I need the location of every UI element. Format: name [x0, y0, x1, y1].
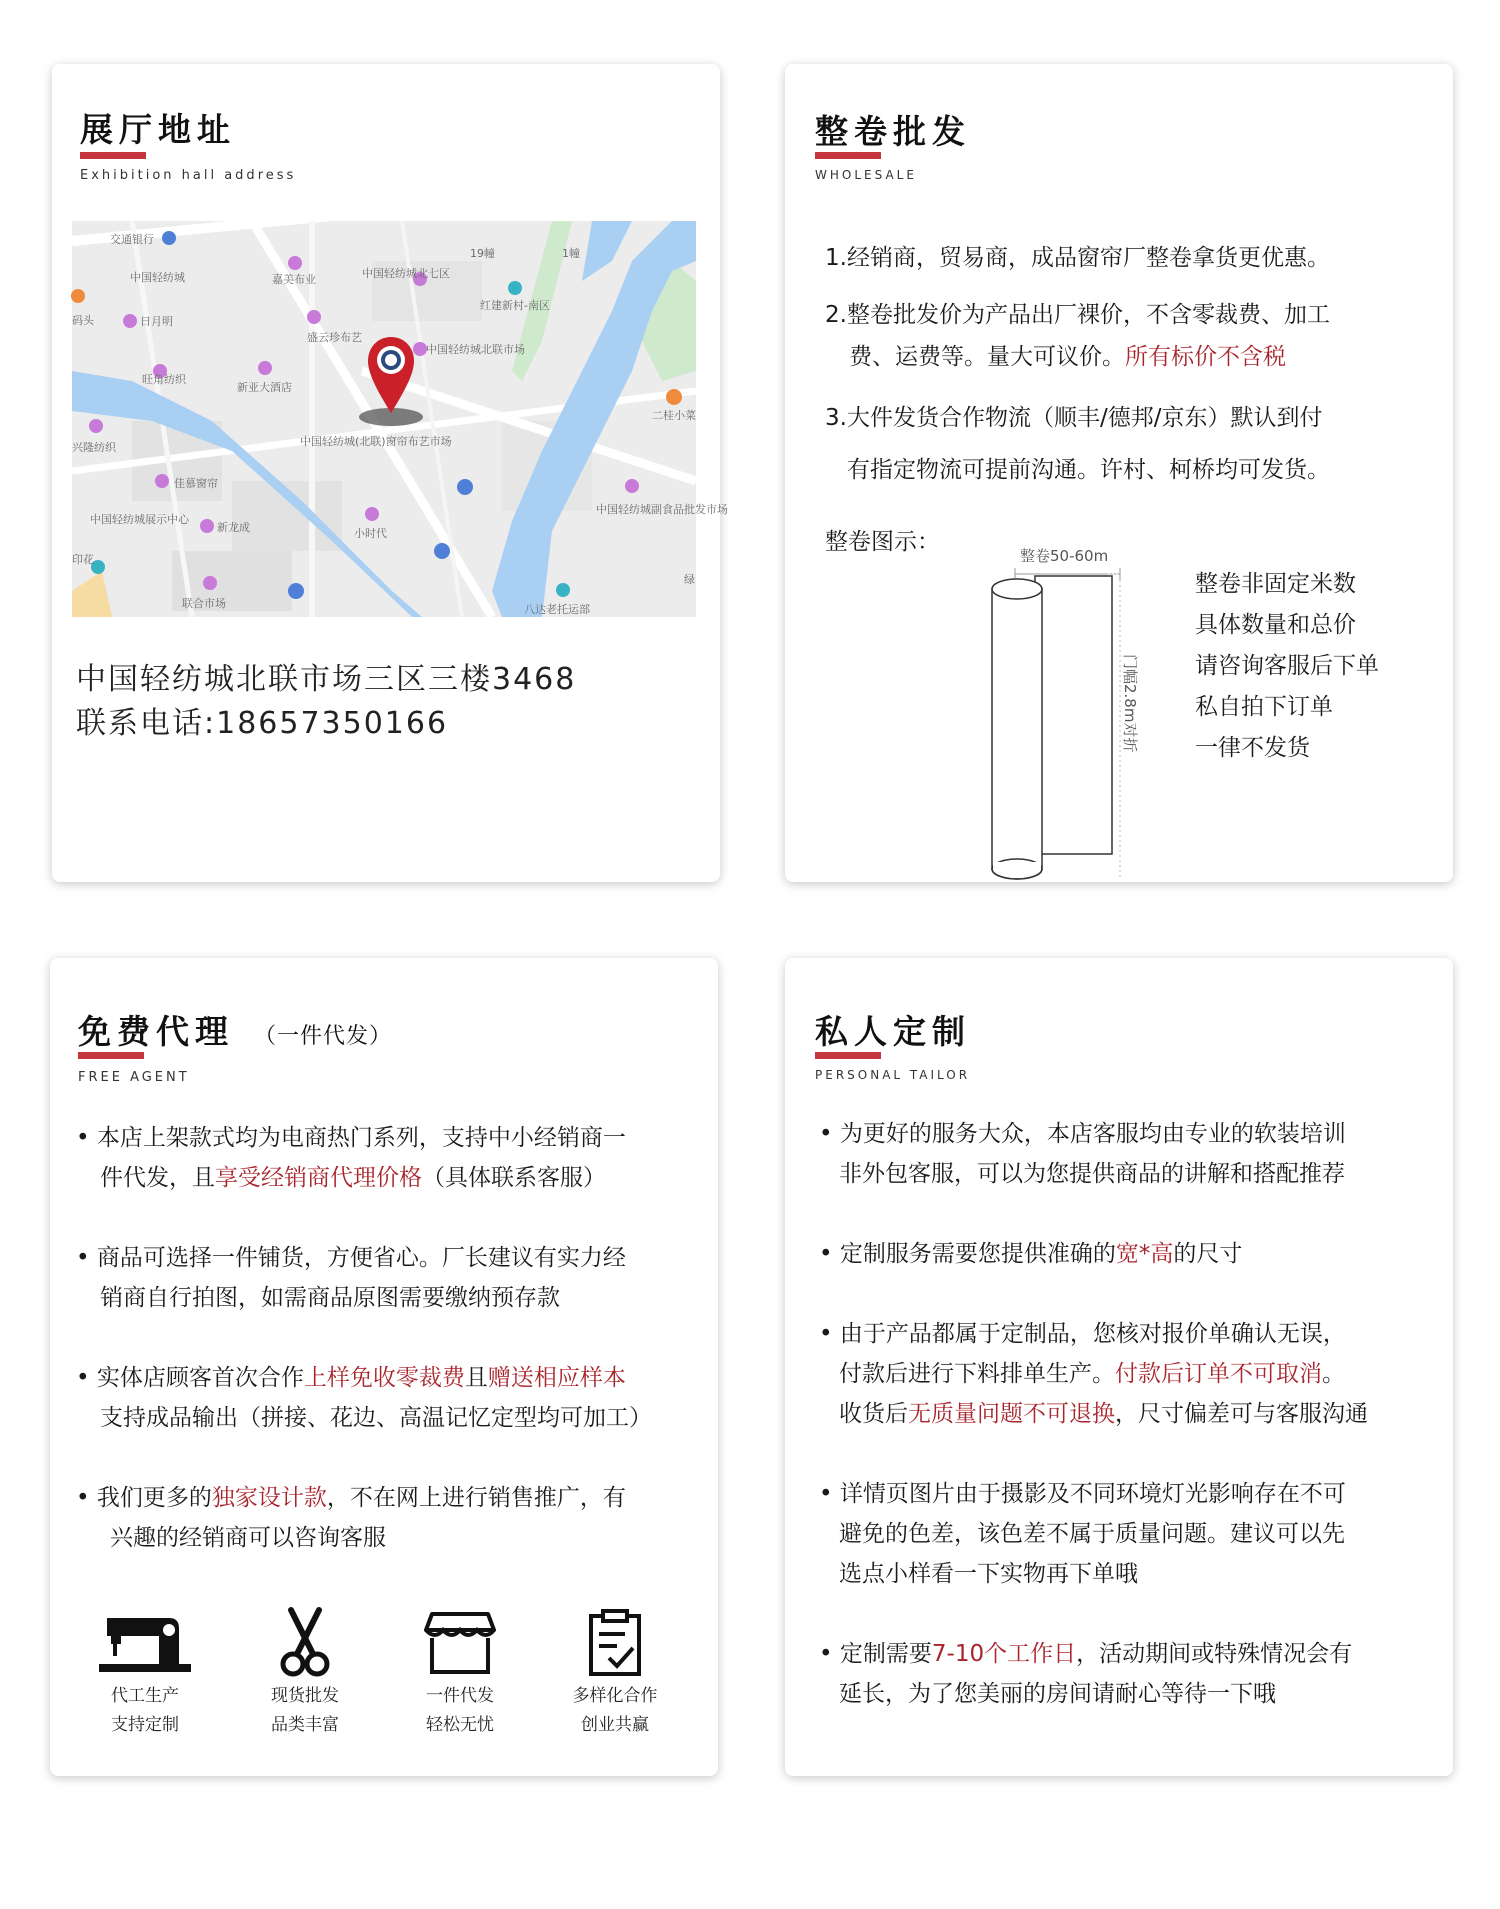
feature-wholesale-label-1: 现货批发	[271, 1686, 339, 1706]
agent-b1-b: （具体联系客服）	[422, 1165, 606, 1191]
map-label-1: 1幢	[562, 247, 580, 260]
feature-cooperation	[540, 1608, 690, 1740]
map-label-beilian7: 中国轻纺城北七区	[362, 267, 450, 280]
map-label-lian: 联合市场	[182, 597, 226, 610]
wholesale-title-bar	[815, 152, 881, 159]
tailor-card	[785, 958, 1453, 1776]
agent-bullet-2-line1: • 商品可选择一件铺货，方便省心。厂长建议有实力经	[76, 1245, 626, 1271]
agent-bullet-3-line2: 支持成品输出（拼接、花边、高温记忆定型均可加工）	[100, 1405, 652, 1431]
wholesale-item-3-line2: 有指定物流可提前沟通。许村、柯桥均可发货。	[847, 457, 1330, 483]
agent-title-bar	[78, 1052, 144, 1059]
tailor-bullet-1-line1: • 为更好的服务大众，本店客服均由专业的软装培训	[819, 1121, 1346, 1147]
map-label-huahua: 印花	[72, 553, 94, 566]
wholesale-item-2-line1: 2.整卷批发价为产品出厂裸价，不含零裁费、加工	[825, 302, 1330, 328]
tailor-b2-a: • 定制服务需要您提供准确的	[819, 1241, 1116, 1267]
tailor-b5-a: • 定制需要	[819, 1641, 932, 1667]
agent-b3-red1: 上样免收零裁费	[303, 1365, 465, 1391]
wholesale-tax-note: 所有标价不含税	[1125, 344, 1286, 370]
clipboard-check-icon	[565, 1608, 665, 1678]
tailor-bullet-5	[819, 1634, 1352, 1714]
map-label-xinlong: 新龙成	[217, 521, 250, 534]
agent-bullet-1	[76, 1118, 626, 1198]
tailor-bullet-3-line1: • 由于产品都属于定制品，您核对报价单确认无误，	[819, 1321, 1346, 1347]
wholesale-item-1-text: 1.经销商，贸易商，成品窗帘厂整卷拿货更优惠。	[825, 245, 1330, 271]
feature-wholesale	[230, 1608, 380, 1740]
tailor-title: 私人定制	[815, 1012, 971, 1051]
agent-b4-red: 独家设计款	[211, 1485, 327, 1511]
agent-bullet-1-line1: • 本店上架款式均为电商热门系列，支持中小经销商一	[76, 1125, 626, 1151]
tailor-bullet-3	[819, 1314, 1368, 1434]
wholesale-item-3	[825, 392, 1330, 496]
tailor-b2-b: 的尺寸	[1173, 1241, 1243, 1267]
map-label-jiamei: 嘉美布业	[272, 273, 316, 286]
tailor-bullet-5-line1	[819, 1634, 1352, 1674]
tailor-bullet-1-line2: 非外包客服，可以为您提供商品的讲解和搭配推荐	[839, 1161, 1345, 1187]
feature-dropship-label-1: 一件代发	[426, 1686, 494, 1706]
tailor-subtitle: PERSONAL TAILOR	[815, 1068, 971, 1082]
wholesale-title: 整卷批发	[815, 112, 971, 151]
map-label-riyueming: 日月明	[140, 315, 173, 328]
map-label-19: 19幢	[470, 247, 495, 260]
map-label-center: 中国轻纺城(北联)窗帘布艺市场	[300, 435, 452, 448]
wholesale-item-3-line1: 3.大件发货合作物流（顺丰/德邦/京东）默认到付	[825, 405, 1323, 431]
tailor-bullet-4-line1: • 详情页图片由于摄影及不同环境灯光影响存在不可	[819, 1481, 1346, 1507]
map-label-lv: 绿	[684, 573, 695, 586]
shop-icon	[410, 1608, 510, 1678]
wholesale-item-2	[825, 294, 1330, 378]
roll-width-label: 门幅2.8m对折	[1121, 654, 1139, 753]
map-label-hongjian: 红建新村-南区	[480, 299, 550, 312]
tailor-bullet-4-line3: 选点小样看一下实物再下单哦	[839, 1561, 1138, 1587]
map-label-wangjiao: 旺角纺织	[142, 373, 186, 386]
tailor-bullet-3-line2	[819, 1354, 1368, 1394]
agent-b3-red2: 赠送相应样本	[487, 1365, 626, 1391]
tailor-b2-red: 宽*高	[1115, 1241, 1174, 1267]
agent-bullet-4-line2: 兴趣的经销商可以咨询客服	[110, 1525, 386, 1551]
contact-phone[interactable]: 联系电话:18657350166	[76, 706, 449, 741]
exhibition-title: 展厅地址	[80, 110, 236, 149]
tailor-b3-b: 。	[1322, 1361, 1345, 1387]
agent-b3-a: • 实体店顾客首次合作	[76, 1365, 304, 1391]
agent-bullet-4	[76, 1478, 626, 1558]
agent-bullet-4-line1	[76, 1478, 626, 1518]
feature-oem-label-2: 支持定制	[111, 1715, 179, 1735]
tailor-bullet-5-line2: 延长，为了您美丽的房间请耐心等待一下哦	[839, 1681, 1276, 1707]
tailor-b3-d: ，尺寸偏差可与客服沟通	[1115, 1401, 1368, 1427]
tailor-bullet-4-line2: 避免的色差，该色差不属于质量问题。建议可以先	[839, 1521, 1345, 1547]
map-label-ergui: 二桂小菜	[652, 409, 696, 422]
feature-dropship-label-2: 轻松无忧	[426, 1715, 494, 1735]
map-label-bada: 八达老托运部	[524, 603, 590, 616]
feature-oem	[70, 1608, 220, 1740]
wholesale-item-2-text: 费、运费等。量大可议价。	[849, 344, 1125, 370]
agent-bullet-1-line2	[76, 1158, 626, 1198]
tailor-bullet-1	[819, 1114, 1346, 1194]
exhibition-card	[52, 64, 728, 882]
map-label-shengyun: 盛云珍布艺	[307, 331, 362, 344]
roll-note-5: 一律不发货	[1195, 735, 1310, 761]
tailor-bullet-3-line3	[819, 1394, 1368, 1434]
map-label-matou: 码头	[72, 314, 94, 327]
agent-b3-mid: 且	[464, 1365, 488, 1391]
showroom-address: 中国轻纺城北联市场三区三楼3468	[76, 662, 577, 697]
agent-title-text: 免费代理	[78, 1012, 234, 1051]
roll-note-1: 整卷非固定米数	[1195, 571, 1356, 597]
agent-card	[50, 958, 718, 1776]
feature-wholesale-label-2: 品类丰富	[271, 1715, 339, 1735]
feature-cooperation-label-1: 多样化合作	[572, 1686, 658, 1706]
exhibition-subtitle: Exhibition hall address	[80, 168, 297, 183]
agent-title	[78, 1006, 392, 1053]
map-label-xingjiang: 兴隆纺织	[72, 441, 116, 454]
agent-bullet-2	[76, 1238, 626, 1318]
wholesale-subtitle: WHOLESALE	[815, 168, 917, 182]
scissors-icon	[255, 1608, 355, 1678]
tailor-b3-red2: 无质量问题不可退换	[908, 1401, 1115, 1427]
map-label-zhanshi: 中国轻纺城展示中心	[90, 513, 189, 526]
tailor-bullet-2	[819, 1234, 1242, 1274]
agent-b1-a: 件代发，且	[100, 1165, 215, 1191]
map-label-xiaoshidai: 小时代	[354, 527, 387, 540]
roll-diagram	[980, 534, 1160, 894]
roll-notes	[1195, 564, 1379, 769]
diagram-label: 整卷图示：	[825, 529, 940, 555]
wholesale-item-2-line2	[825, 336, 1330, 378]
agent-b4-b: ，不在网上进行销售推广，有	[326, 1485, 626, 1511]
feature-dropship	[385, 1608, 535, 1740]
tailor-b3-a: 付款后进行下料排单生产。	[839, 1361, 1115, 1387]
location-map[interactable]	[72, 221, 728, 617]
roll-length-label: 整卷50-60m	[1020, 547, 1109, 565]
tailor-b5-b: ，活动期间或特殊情况会有	[1076, 1641, 1353, 1667]
roll-note-4: 私自拍下订单	[1195, 694, 1333, 720]
map-label-zhongguo: 中国轻纺城	[130, 271, 185, 284]
tailor-title-bar	[815, 1052, 881, 1059]
map-label-bank: 交通银行	[110, 233, 154, 246]
tailor-b3-c: 收货后	[839, 1401, 908, 1427]
tailor-bullet-4	[819, 1474, 1346, 1594]
map-label-xinya: 新亚大酒店	[237, 381, 292, 394]
agent-bullet-2-line2: 销商自行拍图，如需商品原图需要缴纳预存款	[100, 1285, 560, 1311]
agent-subtitle: FREE AGENT	[78, 1070, 190, 1085]
agent-bullet-3-line1	[76, 1358, 652, 1398]
agent-bullet-3	[76, 1358, 652, 1438]
agent-b4-a: • 我们更多的	[76, 1485, 212, 1511]
agent-title-note: （一件代发）	[254, 1024, 393, 1049]
map-label-fushipin: 中国轻纺城副食品批发市场	[596, 503, 728, 516]
roll-note-3: 请咨询客服后下单	[1195, 653, 1379, 679]
agent-b1-red: 享受经销商代理价格	[215, 1165, 422, 1191]
sewing-machine-icon	[95, 1608, 195, 1678]
wholesale-card	[785, 64, 1453, 882]
feature-oem-label-1: 代工生产	[111, 1686, 179, 1706]
feature-cooperation-label-2: 创业共赢	[581, 1715, 649, 1735]
wholesale-item-1	[825, 238, 1330, 278]
roll-note-2: 具体数量和总价	[1195, 612, 1356, 638]
map-label-beilian-market: 中国轻纺城北联市场	[426, 343, 525, 356]
map-label-jiamu: 佳慕窗帘	[174, 477, 218, 490]
exhibition-title-bar	[80, 152, 146, 159]
tailor-b5-red: 7-10个工作日	[931, 1641, 1077, 1667]
tailor-b3-red: 付款后订单不可取消	[1115, 1361, 1322, 1387]
